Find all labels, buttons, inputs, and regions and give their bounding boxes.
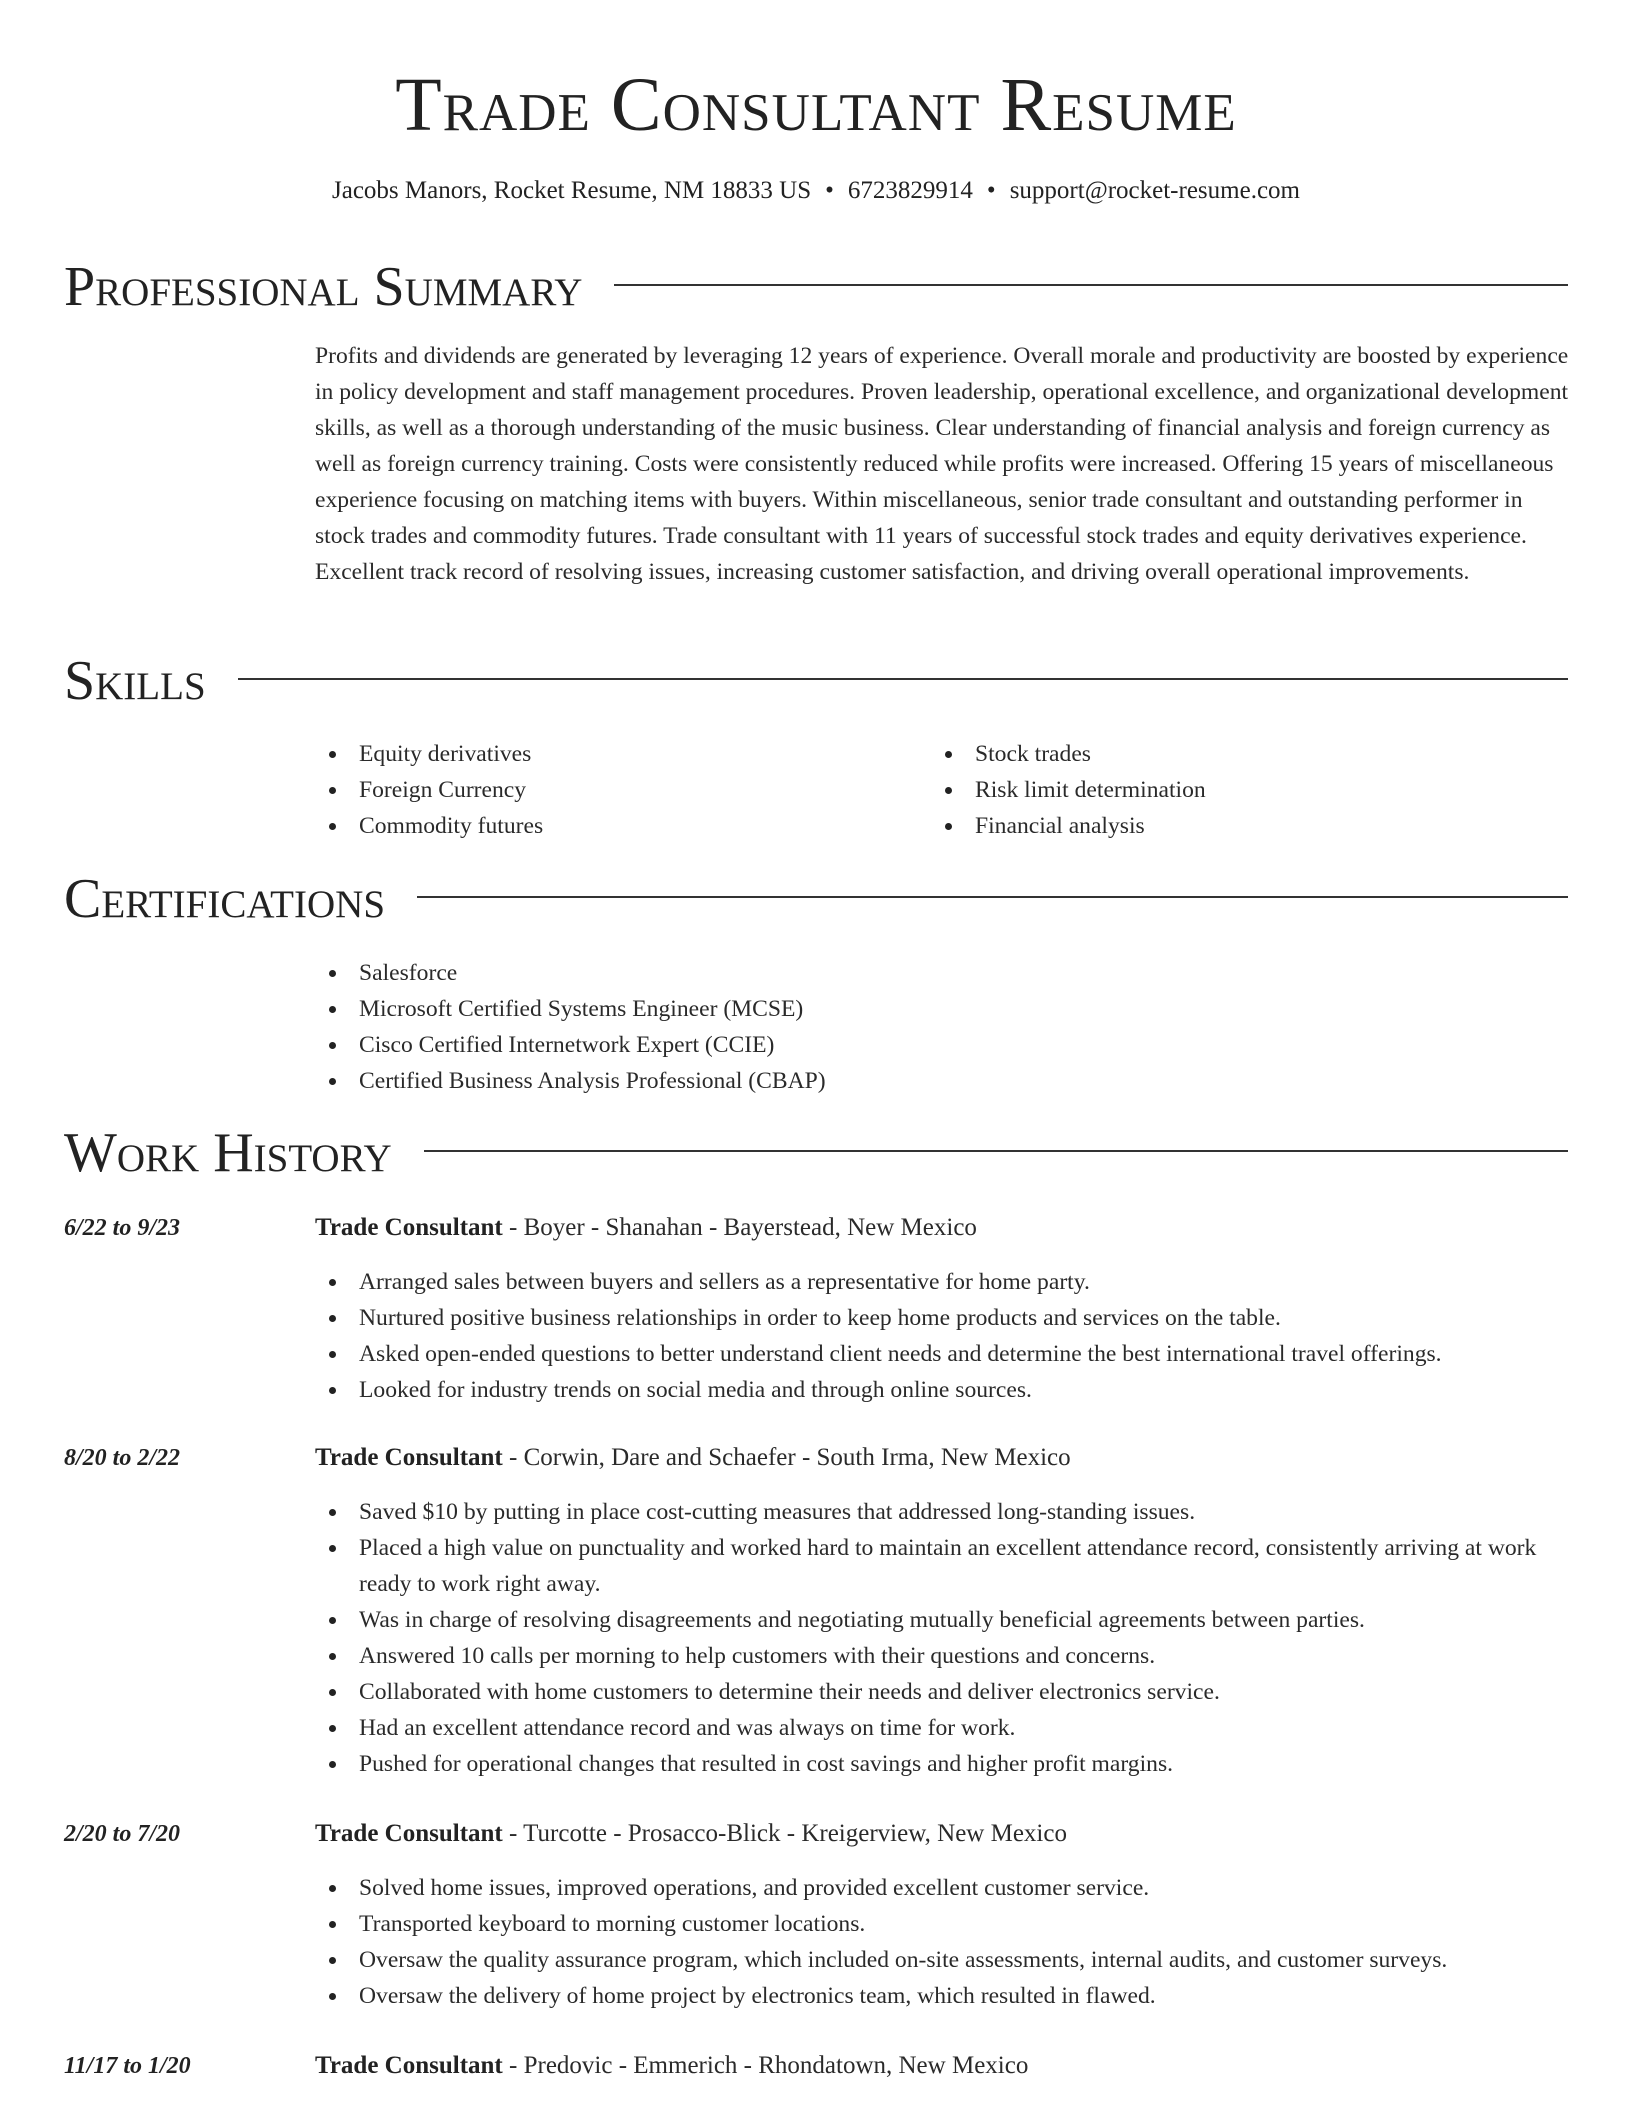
job-duties-list xyxy=(315,1870,1570,2014)
skill-item: Equity derivatives xyxy=(315,736,915,772)
separator-dot: • xyxy=(825,177,834,204)
job-dates: 2/20 to 7/20 xyxy=(64,1821,181,1847)
section-header-summary xyxy=(64,254,1568,320)
job-duty: Pushed for operational changes that resulted in cost savings and higher profit margins. xyxy=(315,1746,1570,1782)
section-title: Work History xyxy=(64,1122,392,1184)
email: support@rocket-resume.com xyxy=(1009,177,1300,204)
job-employer: - Turcotte - Prosacco-Blick - Kreigerview, New Mexico xyxy=(502,1820,1067,1847)
job-heading xyxy=(315,1210,1570,1246)
skill-item: Risk limit determination xyxy=(931,772,1531,808)
address: Jacobs Manors, Rocket Resume, NM 18833 US xyxy=(332,177,812,204)
section-header-work-history xyxy=(64,1120,1568,1186)
summary-text: Profits and dividends are generated by leveraging 12 years of experience. Overall morale and productivity are boosted by experience in policy development and staff management procedures. Proven leadership, operational excellence, and organizational development skills, as well as a thorough understanding of the music business. Clear understanding of financial analysis and foreign currency as well as foreign currency training. Costs were consistently reduced while profits were increased. Offering 15 years of miscellaneous experience focusing on matching items with buyers. Within miscellaneous, senior trade consultant and outstanding performer in stock trades and commodity futures. Trade consultant with 11 years of successful stock trades and equity derivatives experience. Excellent track record of resolving issues, increasing customer satisfaction, and driving overall operational improvements. xyxy=(315,343,1569,585)
skill-item: Commodity futures xyxy=(315,808,915,844)
certifications-list xyxy=(315,955,1315,1099)
job-heading xyxy=(315,2048,1570,2084)
job-position: Trade Consultant xyxy=(315,1820,503,1847)
job-employer: - Predovic - Emmerich - Rhondatown, New Mexico xyxy=(502,2052,1029,2079)
phone: 6723829914 xyxy=(847,177,973,204)
job-duties-list xyxy=(315,1494,1570,1782)
job-duty: Was in charge of resolving disagreements and negotiating mutually beneficial agreements between parties. xyxy=(315,1602,1570,1638)
job-heading xyxy=(315,1440,1570,1476)
job-dates: 8/20 to 2/22 xyxy=(64,1445,181,1471)
resume-title: Trade Consultant Resume xyxy=(395,63,1237,147)
job-duty: Collaborated with home customers to determine their needs and deliver electronics service. xyxy=(315,1674,1570,1710)
skill-item: Foreign Currency xyxy=(315,772,915,808)
job-duty: Had an excellent attendance record and was always on time for work. xyxy=(315,1710,1570,1746)
skill-item: Stock trades xyxy=(931,736,1531,772)
job-duty: Saved $10 by putting in place cost-cutting measures that addressed long-standing issues. xyxy=(315,1494,1570,1530)
certification-item: Certified Business Analysis Professional (CBAP) xyxy=(315,1063,1315,1099)
job-dates: 6/22 to 9/23 xyxy=(64,1215,181,1241)
separator-dot: • xyxy=(986,177,996,204)
job-duty: Asked open-ended questions to better understand client needs and determine the best international travel offerings. xyxy=(315,1336,1570,1372)
section-divider xyxy=(614,284,1568,286)
job-duty: Transported keyboard to morning customer locations. xyxy=(315,1906,1570,1942)
job-duty: Looked for industry trends on social media and through online sources. xyxy=(315,1372,1570,1408)
job-duties-list xyxy=(315,1264,1570,1408)
section-title: Skills xyxy=(64,650,206,712)
job-dates: 11/17 to 1/20 xyxy=(64,2053,191,2079)
job-duty: Answered 10 calls per morning to help customers with their questions and concerns. xyxy=(315,1638,1570,1674)
job-position: Trade Consultant xyxy=(315,2052,503,2079)
job-employer: - Boyer - Shanahan - Bayerstead, New Mexico xyxy=(502,1214,977,1241)
job-duty: Solved home issues, improved operations, and provided excellent customer service. xyxy=(315,1870,1570,1906)
job-position: Trade Consultant xyxy=(315,1214,503,1241)
skill-item: Financial analysis xyxy=(931,808,1531,844)
section-header-certifications xyxy=(64,866,1568,932)
contact-line xyxy=(0,174,1632,208)
job-position: Trade Consultant xyxy=(315,1444,503,1471)
certification-item: Salesforce xyxy=(315,955,1315,991)
job-duty: Nurtured positive business relationships in order to keep home products and services on the table. xyxy=(315,1300,1570,1336)
section-header-skills xyxy=(64,648,1568,714)
job-heading xyxy=(315,1816,1570,1852)
certification-item: Microsoft Certified Systems Engineer (MCSE) xyxy=(315,991,1315,1027)
job-employer: - Corwin, Dare and Schaefer - South Irma, New Mexico xyxy=(502,1444,1071,1471)
skills-list-left xyxy=(315,736,915,844)
job-duty: Oversaw the quality assurance program, which included on-site assessments, internal audits, and customer surveys. xyxy=(315,1942,1570,1978)
job-duty: Oversaw the delivery of home project by electronics team, which resulted in flawed. xyxy=(315,1978,1570,2014)
section-divider xyxy=(417,896,1568,898)
section-title: Professional Summary xyxy=(64,256,583,318)
job-duty: Arranged sales between buyers and sellers as a representative for home party. xyxy=(315,1264,1570,1300)
section-divider xyxy=(238,678,1568,680)
section-title: Certifications xyxy=(64,868,386,930)
certification-item: Cisco Certified Internetwork Expert (CCIE) xyxy=(315,1027,1315,1063)
skills-list-right xyxy=(931,736,1531,844)
section-divider xyxy=(424,1150,1568,1152)
job-duty: Placed a high value on punctuality and worked hard to maintain an excellent attendance record, consistently arriving at work ready to work right away. xyxy=(315,1530,1570,1602)
